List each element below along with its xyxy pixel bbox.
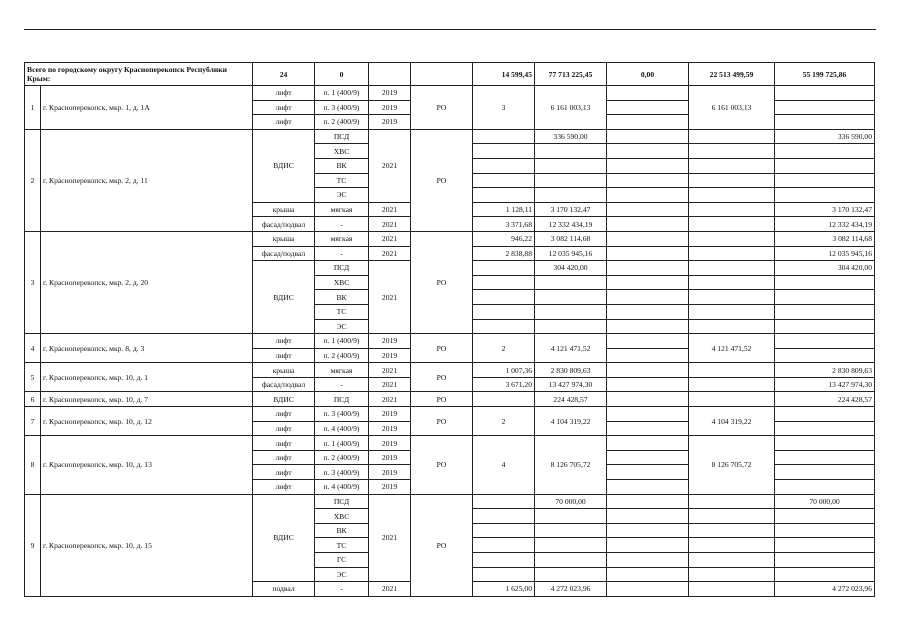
area: 2 bbox=[473, 334, 535, 363]
area: 1 128,11 bbox=[473, 202, 535, 217]
col3: 4 272 023,96 bbox=[775, 582, 875, 597]
work-subtype: мягкая bbox=[315, 363, 369, 378]
year: 2019 bbox=[369, 465, 411, 480]
work-type: лифт bbox=[253, 86, 315, 101]
year: 2019 bbox=[369, 334, 411, 349]
col2: 4 121 471,52 bbox=[689, 334, 775, 363]
work-type: ВДИС bbox=[253, 494, 315, 582]
repair-register-table bbox=[24, 62, 875, 597]
total-label: Всего по городскому округу Красноперекопск Республики Крым: bbox=[25, 63, 253, 86]
work-subtype: мягкая bbox=[315, 231, 369, 246]
work-subtype: ПСД bbox=[315, 129, 369, 144]
year: 2021 bbox=[369, 261, 411, 334]
total-col1: 0,00 bbox=[607, 63, 689, 86]
row-number: 7 bbox=[25, 407, 41, 436]
total-col2: 22 513 499,59 bbox=[689, 63, 775, 86]
table-row bbox=[25, 231, 875, 246]
table-row bbox=[25, 436, 875, 451]
year: 2021 bbox=[369, 582, 411, 597]
address: г. Красноперекопск, мкр. 10, д. 7 bbox=[41, 392, 253, 407]
year: 2019 bbox=[369, 436, 411, 451]
address: г. Красноперекопск, мкр. 1, д. 1А bbox=[41, 86, 253, 130]
area: 2 838,88 bbox=[473, 246, 535, 261]
area: 946,22 bbox=[473, 231, 535, 246]
work-subtype: п. 1 (400/9) bbox=[315, 436, 369, 451]
total-sum: 77 713 225,45 bbox=[535, 63, 607, 86]
sum: 336 590,00 bbox=[535, 129, 607, 144]
work-type: ВДИС bbox=[253, 261, 315, 334]
address: г. Красноперекопск, мкр. 10, д. 1 bbox=[41, 363, 253, 392]
area: 3 371,68 bbox=[473, 217, 535, 232]
year: 2021 bbox=[369, 494, 411, 582]
work-subtype: ВК bbox=[315, 290, 369, 305]
work-subtype: ХВС bbox=[315, 144, 369, 159]
year: 2021 bbox=[369, 363, 411, 378]
col3: 3 170 132,47 bbox=[775, 202, 875, 217]
table-row bbox=[25, 334, 875, 349]
area: 1 007,36 bbox=[473, 363, 535, 378]
work-subtype: ВК bbox=[315, 158, 369, 173]
work-type: фасад/подвал bbox=[253, 377, 315, 392]
work-type: фасад/подвал bbox=[253, 217, 315, 232]
work-type: лифт bbox=[253, 348, 315, 363]
work-subtype: ПСД bbox=[315, 392, 369, 407]
row-number: 1 bbox=[25, 86, 41, 130]
col3: 336 590,00 bbox=[775, 129, 875, 144]
ro-mark: РО bbox=[411, 231, 473, 333]
ro-mark: РО bbox=[411, 436, 473, 494]
sum: 12 332 434,19 bbox=[535, 217, 607, 232]
col3: 12 332 434,19 bbox=[775, 217, 875, 232]
year: 2021 bbox=[369, 392, 411, 407]
work-type: крыша bbox=[253, 363, 315, 378]
row-number: 3 bbox=[25, 231, 41, 333]
year: 2019 bbox=[369, 100, 411, 115]
row-number: 6 bbox=[25, 392, 41, 407]
year: 2019 bbox=[369, 86, 411, 101]
work-subtype: - bbox=[315, 246, 369, 261]
work-type: лифт bbox=[253, 421, 315, 436]
year: 2021 bbox=[369, 246, 411, 261]
row-number: 4 bbox=[25, 334, 41, 363]
work-subtype: п. 3 (400/9) bbox=[315, 465, 369, 480]
sum: 2 830 809,63 bbox=[535, 363, 607, 378]
work-subtype: п. 3 (400/9) bbox=[315, 407, 369, 422]
total-col3: 55 199 725,86 bbox=[775, 63, 875, 86]
row-number: 2 bbox=[25, 129, 41, 231]
row-number: 9 bbox=[25, 494, 41, 596]
work-subtype: п. 2 (400/9) bbox=[315, 348, 369, 363]
ro-mark: РО bbox=[411, 494, 473, 596]
work-type: крыша bbox=[253, 202, 315, 217]
work-subtype: п. 2 (400/9) bbox=[315, 115, 369, 130]
area: 4 bbox=[473, 436, 535, 494]
total-row bbox=[25, 63, 875, 86]
work-type: ВДИС bbox=[253, 129, 315, 202]
col3: 304 420,00 bbox=[775, 261, 875, 276]
total-count: 24 bbox=[253, 63, 315, 86]
work-subtype: ТС bbox=[315, 304, 369, 319]
row-number: 5 bbox=[25, 363, 41, 392]
total-zero: 0 bbox=[315, 63, 369, 86]
table-row bbox=[25, 494, 875, 509]
table-row bbox=[25, 129, 875, 144]
table-row bbox=[25, 363, 875, 378]
area: 2 bbox=[473, 407, 535, 436]
year: 2019 bbox=[369, 421, 411, 436]
sum: 13 427 974,30 bbox=[535, 377, 607, 392]
work-type: подвал bbox=[253, 582, 315, 597]
work-type: крыша bbox=[253, 231, 315, 246]
work-subtype: п. 4 (400/9) bbox=[315, 480, 369, 495]
year: 2019 bbox=[369, 115, 411, 130]
year: 2019 bbox=[369, 450, 411, 465]
work-type: лифт bbox=[253, 334, 315, 349]
year: 2019 bbox=[369, 407, 411, 422]
table-row bbox=[25, 407, 875, 422]
sum: 3 170 132,47 bbox=[535, 202, 607, 217]
work-type: ВДИС bbox=[253, 392, 315, 407]
sum: 4 272 023,96 bbox=[535, 582, 607, 597]
sum: 4 104 319,22 bbox=[535, 407, 607, 436]
year: 2019 bbox=[369, 480, 411, 495]
area: 3 671,20 bbox=[473, 377, 535, 392]
work-subtype: п. 1 (400/9) bbox=[315, 86, 369, 101]
year: 2021 bbox=[369, 217, 411, 232]
ro-mark: РО bbox=[411, 129, 473, 231]
work-subtype: ГС bbox=[315, 553, 369, 568]
ro-mark: РО bbox=[411, 407, 473, 436]
work-type: лифт bbox=[253, 115, 315, 130]
table-row bbox=[25, 86, 875, 101]
sum: 6 161 003,13 bbox=[535, 86, 607, 130]
area: 3 bbox=[473, 86, 535, 130]
work-subtype: ТС bbox=[315, 538, 369, 553]
sum: 3 082 114,68 bbox=[535, 231, 607, 246]
work-subtype: ЭС bbox=[315, 319, 369, 334]
row-number: 8 bbox=[25, 436, 41, 494]
col2: 4 104 319,22 bbox=[689, 407, 775, 436]
col3: 3 082 114,68 bbox=[775, 231, 875, 246]
work-subtype: мягкая bbox=[315, 202, 369, 217]
work-type: лифт bbox=[253, 436, 315, 451]
ro-mark: РО bbox=[411, 392, 473, 407]
sum: 12 035 945,16 bbox=[535, 246, 607, 261]
sum: 224 428,57 bbox=[535, 392, 607, 407]
work-subtype: п. 3 (400/9) bbox=[315, 100, 369, 115]
address: г. Красноперекопск, мкр. 10, д. 15 bbox=[41, 494, 253, 596]
work-type: лифт bbox=[253, 100, 315, 115]
work-subtype: ЭС bbox=[315, 567, 369, 582]
year: 2019 bbox=[369, 348, 411, 363]
work-subtype: п. 4 (400/9) bbox=[315, 421, 369, 436]
sum: 4 121 471,52 bbox=[535, 334, 607, 363]
year: 2021 bbox=[369, 202, 411, 217]
col2: 8 126 705,72 bbox=[689, 436, 775, 494]
col3: 70 000,00 bbox=[775, 494, 875, 509]
work-subtype: ЭС bbox=[315, 188, 369, 203]
address: г. Красноперекопск, мкр. 2, д. 11 bbox=[41, 129, 253, 231]
address: г. Красноперекопск, мкр. 8, д. 3 bbox=[41, 334, 253, 363]
year: 2021 bbox=[369, 231, 411, 246]
work-subtype: - bbox=[315, 217, 369, 232]
address: г. Красноперекопск, мкр. 10, д. 12 bbox=[41, 407, 253, 436]
work-subtype: п. 2 (400/9) bbox=[315, 450, 369, 465]
col3: 224 428,57 bbox=[775, 392, 875, 407]
table-row bbox=[25, 392, 875, 407]
work-type: лифт bbox=[253, 407, 315, 422]
work-subtype: ХВС bbox=[315, 275, 369, 290]
address: г. Красноперекопск, мкр. 10, д. 13 bbox=[41, 436, 253, 494]
col3: 13 427 974,30 bbox=[775, 377, 875, 392]
col3: 12 035 945,16 bbox=[775, 246, 875, 261]
ro-mark: РО bbox=[411, 334, 473, 363]
work-subtype: - bbox=[315, 582, 369, 597]
col2: 6 161 003,13 bbox=[689, 86, 775, 130]
work-subtype: ТС bbox=[315, 173, 369, 188]
work-type: лифт bbox=[253, 465, 315, 480]
area: 1 625,00 bbox=[473, 582, 535, 597]
top-rule bbox=[24, 29, 876, 30]
ro-mark: РО bbox=[411, 86, 473, 130]
work-subtype: ПСД bbox=[315, 261, 369, 276]
sum: 70 000,00 bbox=[535, 494, 607, 509]
sum: 8 126 705,72 bbox=[535, 436, 607, 494]
work-subtype: ВК bbox=[315, 523, 369, 538]
work-subtype: п. 1 (400/9) bbox=[315, 334, 369, 349]
total-area: 14 599,45 bbox=[473, 63, 535, 86]
work-type: лифт bbox=[253, 450, 315, 465]
work-subtype: ПСД bbox=[315, 494, 369, 509]
address: г. Красноперекопск, мкр. 2, д. 20 bbox=[41, 231, 253, 333]
work-subtype: ХВС bbox=[315, 509, 369, 524]
ro-mark: РО bbox=[411, 363, 473, 392]
work-subtype: - bbox=[315, 377, 369, 392]
work-type: фасад/подвал bbox=[253, 246, 315, 261]
year: 2021 bbox=[369, 377, 411, 392]
work-type: лифт bbox=[253, 480, 315, 495]
year: 2021 bbox=[369, 129, 411, 202]
sum: 304 420,00 bbox=[535, 261, 607, 276]
col3: 2 830 809,63 bbox=[775, 363, 875, 378]
